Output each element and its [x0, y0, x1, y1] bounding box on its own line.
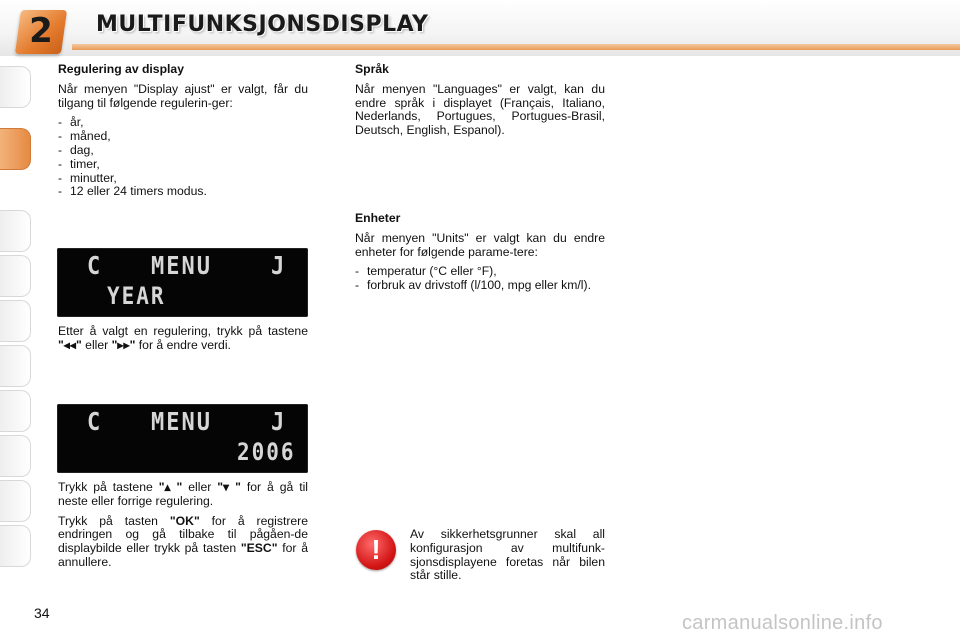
units-list: [355, 265, 605, 293]
chapter-tab[interactable]: [0, 345, 31, 387]
section-heading: Regulering av display: [58, 62, 184, 76]
page-number: 34: [34, 605, 50, 621]
list-item: - måned,: [58, 130, 308, 144]
lcd-menu-label: MENU: [151, 252, 212, 281]
ok-key: "OK": [169, 513, 200, 528]
text: Etter å valgt en regulering, trykk på tastene: [58, 324, 308, 338]
lcd-corner-right: J: [271, 408, 287, 437]
page-title: MULTIFUNKSJONSDISPLAY: [96, 12, 429, 37]
list-item: - år,: [58, 116, 308, 130]
text: eller: [81, 337, 112, 352]
list-item: - minutter,: [58, 172, 308, 186]
text: eller: [182, 480, 218, 494]
watermark: carmanualsonline.info: [682, 612, 883, 634]
lcd-screen-value: [57, 404, 308, 473]
down-key: "▾ ": [217, 480, 241, 494]
up-key: "▴ ": [158, 480, 183, 494]
chapter-tab[interactable]: [0, 390, 31, 432]
text: Trykk på tasten: [58, 513, 170, 528]
chapter-number: 2: [29, 11, 53, 51]
chapter-tab[interactable]: [0, 300, 31, 342]
text: Trykk på tastene: [58, 480, 159, 494]
section-intro: Når menyen "Display ajust" er valgt, får du tilgang til følgende regulerin-ger:: [58, 81, 308, 110]
list-item: - temperatur (°C eller °F),: [355, 265, 605, 279]
units-intro: Når menyen "Units" er valgt kan du endre enheter for følgende parame-tere:: [355, 230, 605, 259]
chapter-tab[interactable]: [0, 210, 31, 252]
lcd-screen-year: [57, 248, 308, 317]
list-item: - 12 eller 24 timers modus.: [58, 185, 308, 199]
chapter-tabs: [0, 60, 34, 580]
arrows-instruction: [58, 325, 308, 359]
lcd-menu-label: MENU: [151, 408, 212, 437]
chapter-tab-active[interactable]: [0, 128, 31, 170]
chapter-tab[interactable]: [0, 255, 31, 297]
chapter-tab[interactable]: [0, 480, 31, 522]
exclamation-icon: !: [356, 530, 396, 570]
prev-key: "◂◂": [58, 337, 82, 352]
language-section: [355, 63, 605, 144]
text: for å gå til neste eller forrige regulering.: [58, 480, 309, 508]
language-text: Når menyen "Languages" er valgt, kan du endre språk i displayet (Français, Italiano, Nederlands, Portugues, Portugues-Brasil, Deutsch, English, Espanol).: [355, 81, 605, 138]
adjust-list: [58, 116, 308, 199]
text: for å endre verdi.: [135, 337, 231, 352]
lcd-corner-left: C: [87, 408, 103, 437]
list-item: - forbruk av drivstoff (l/100, mpg eller km/l).: [355, 279, 605, 293]
text: for å annullere.: [58, 541, 308, 569]
header-rule: [72, 44, 960, 50]
chapter-tab[interactable]: [0, 66, 31, 108]
display-adjust-section: [58, 63, 308, 199]
ok-esc-instruction: [58, 481, 308, 576]
warning-note: [410, 528, 605, 589]
chapter-tab[interactable]: [0, 525, 31, 567]
lcd-corner-right: J: [271, 252, 287, 281]
warning-text: Av sikkerhetsgrunner skal all konfigurasjon av multifunk-sjonsdisplayene foretas når bilen står stille.: [410, 527, 605, 583]
text: for å registrere endringen og gå tilbake til pågåen-de displaybilde eller trykk på tasten: [58, 513, 309, 556]
next-key: "▸▸": [111, 337, 136, 352]
section-heading: Språk: [355, 62, 389, 76]
section-heading: Enheter: [355, 211, 401, 225]
chapter-tab[interactable]: [0, 435, 31, 477]
lcd-value: 2006: [237, 438, 296, 466]
units-section: [355, 212, 605, 293]
lcd-corner-left: C: [87, 252, 103, 281]
lcd-value: YEAR: [107, 282, 166, 310]
list-item: - dag,: [58, 144, 308, 158]
esc-key: "ESC": [240, 541, 278, 556]
list-item: - timer,: [58, 158, 308, 172]
